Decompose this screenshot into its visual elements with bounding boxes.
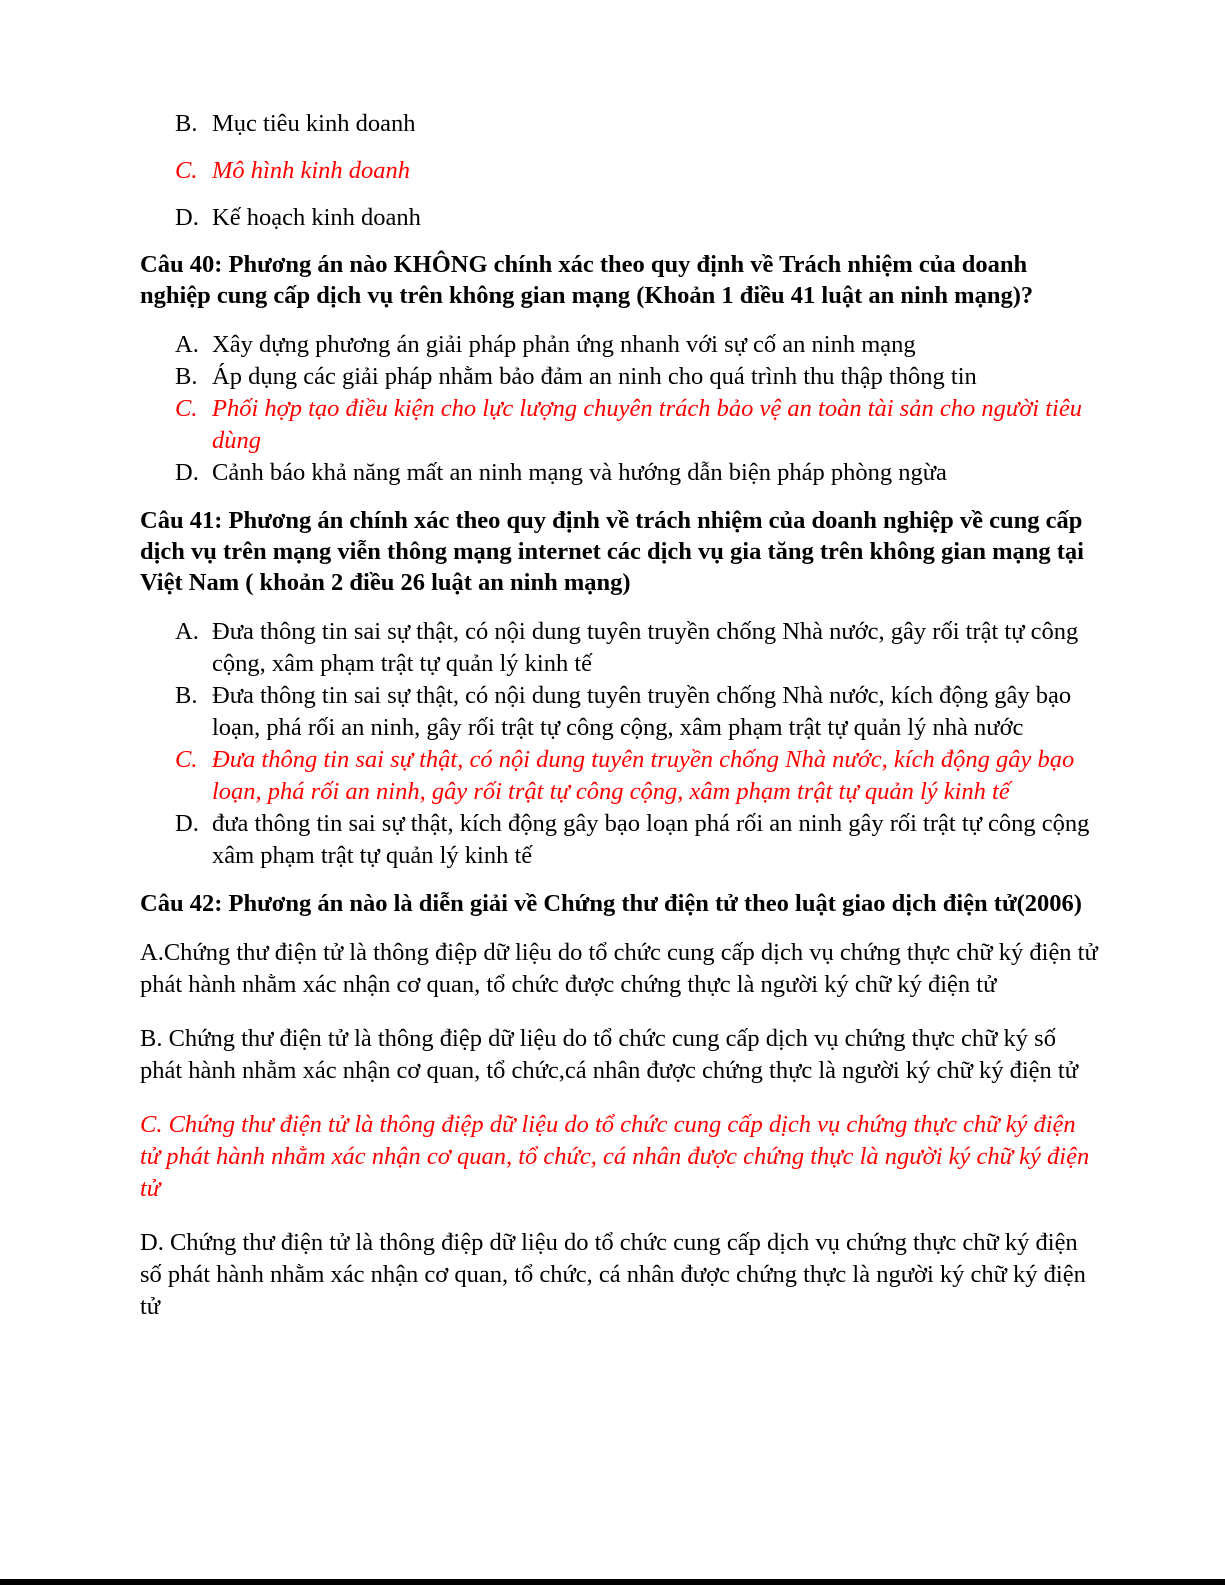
option-d <box>140 202 1100 234</box>
option-letter: B. <box>175 682 198 709</box>
option-text: Áp dụng các giải pháp nhằm bảo đảm an ninh cho quá trình thu thập thông tin <box>212 363 977 390</box>
option-text: Mục tiêu kinh doanh <box>212 110 416 137</box>
answer-b-paragraph: B. Chứng thư điện tử là thông điệp dữ liệu do tổ chức cung cấp dịch vụ chứng thực chữ ký số phát hành nhằm xác nhận cơ quan, tổ chức,cá nhân được chứng thực là người ký chữ ký điện tử <box>140 1025 1079 1084</box>
question-41-options <box>140 616 1100 872</box>
option-text: Phối hợp tạo điều kiện cho lực lượng chuyên trách bảo vệ an toàn tài sản cho người tiêu dùng <box>212 395 1082 454</box>
question-42-title: Câu 42: Phương án nào là diễn giải về Chứng thư điện tử theo luật giao dịch điện tử(2006) <box>140 890 1082 917</box>
page-bottom-border <box>0 1579 1225 1585</box>
option-b <box>140 361 1100 393</box>
option-a <box>140 616 1100 680</box>
option-letter: C. <box>175 746 198 773</box>
prev-question-options <box>140 108 1100 234</box>
option-text: Đưa thông tin sai sự thật, có nội dung tuyên truyền chống Nhà nước, gây rối trật tự công cộng, xâm phạm trật tự quản lý kinh tế <box>212 618 1079 677</box>
answer-d-paragraph: D. Chứng thư điện tử là thông điệp dữ liệu do tổ chức cung cấp dịch vụ chứng thực chữ ký điện số phát hành nhằm xác nhận cơ quan, tổ chức, cá nhân được chứng thực là người ký chữ ký điện tử <box>140 1229 1086 1320</box>
spacer <box>140 872 1100 888</box>
option-letter: A. <box>175 618 199 645</box>
option-a <box>140 329 1100 361</box>
option-c-correct <box>140 744 1100 808</box>
option-d <box>140 808 1100 872</box>
option-text: Cảnh báo khả năng mất an ninh mạng và hướng dẫn biện pháp phòng ngừa <box>212 459 947 486</box>
option-c-correct <box>140 393 1100 457</box>
page-content <box>140 108 1100 1323</box>
option-b <box>140 108 1100 140</box>
option-c-correct <box>140 155 1100 187</box>
option-text: Kế hoạch kinh doanh <box>212 204 421 231</box>
spacer <box>140 1205 1100 1227</box>
option-letter: D. <box>175 810 199 837</box>
spacer <box>140 1087 1100 1109</box>
spacer <box>140 1001 1100 1023</box>
option-text: Mô hình kinh doanh <box>212 157 411 184</box>
answer-c-paragraph-correct: C. Chứng thư điện tử là thông điệp dữ liệu do tổ chức cung cấp dịch vụ chứng thực chữ ký điện tử phát hành nhằm xác nhận cơ quan, tổ chức, cá nhân được chứng thực là người ký chữ ký điện tử <box>140 1111 1090 1202</box>
option-text: Đưa thông tin sai sự thật, có nội dung tuyên truyền chống Nhà nước, kích động gây bạo loạn, phá rối an ninh, gây rối trật tự công cộng, xâm phạm trật tự quản lý kinh tế <box>212 746 1075 805</box>
option-letter: D. <box>175 459 199 486</box>
spacer <box>140 311 1100 329</box>
option-letter: D. <box>175 204 199 231</box>
question-41-title: Câu 41: Phương án chính xác theo quy định về trách nhiệm của doanh nghiệp về cung cấp dịch vụ trên mạng viễn thông mạng internet các dịch vụ gia tăng trên không gian mạng tại Việt Nam ( khoản 2 điều 26 luật an ninh mạng) <box>140 507 1084 596</box>
option-b <box>140 680 1100 744</box>
option-letter: A. <box>175 331 199 358</box>
option-letter: B. <box>175 110 198 137</box>
option-text: đưa thông tin sai sự thật, kích động gây bạo loạn phá rối an ninh gây rối trật tự công cộng xâm phạm trật tự quản lý kinh tế <box>212 810 1090 869</box>
option-letter: C. <box>175 157 198 184</box>
option-text: Đưa thông tin sai sự thật, có nội dung tuyên truyền chống Nhà nước, kích động gây bạo loạn, phá rối an ninh, gây rối trật tự công cộng, xâm phạm trật tự quản lý nhà nước <box>212 682 1072 741</box>
option-d <box>140 457 1100 489</box>
option-letter: C. <box>175 395 198 422</box>
spacer <box>140 598 1100 616</box>
answer-a-paragraph: A.Chứng thư điện tử là thông điệp dữ liệu do tổ chức cung cấp dịch vụ chứng thực chữ ký điện tử phát hành nhằm xác nhận cơ quan, tổ chức được chứng thực là người ký chữ ký điện tử <box>140 939 1098 998</box>
spacer <box>140 489 1100 505</box>
option-text: Xây dựng phương án giải pháp phản ứng nhanh với sự cố an ninh mạng <box>212 331 916 358</box>
spacer <box>140 919 1100 937</box>
question-40-title: Câu 40: Phương án nào KHÔNG chính xác theo quy định về Trách nhiệm của doanh nghiệp cung cấp dịch vụ trên không gian mạng (Khoản 1 điều 41 luật an ninh mạng)? <box>140 251 1034 309</box>
question-40-options <box>140 329 1100 489</box>
option-letter: B. <box>175 363 198 390</box>
